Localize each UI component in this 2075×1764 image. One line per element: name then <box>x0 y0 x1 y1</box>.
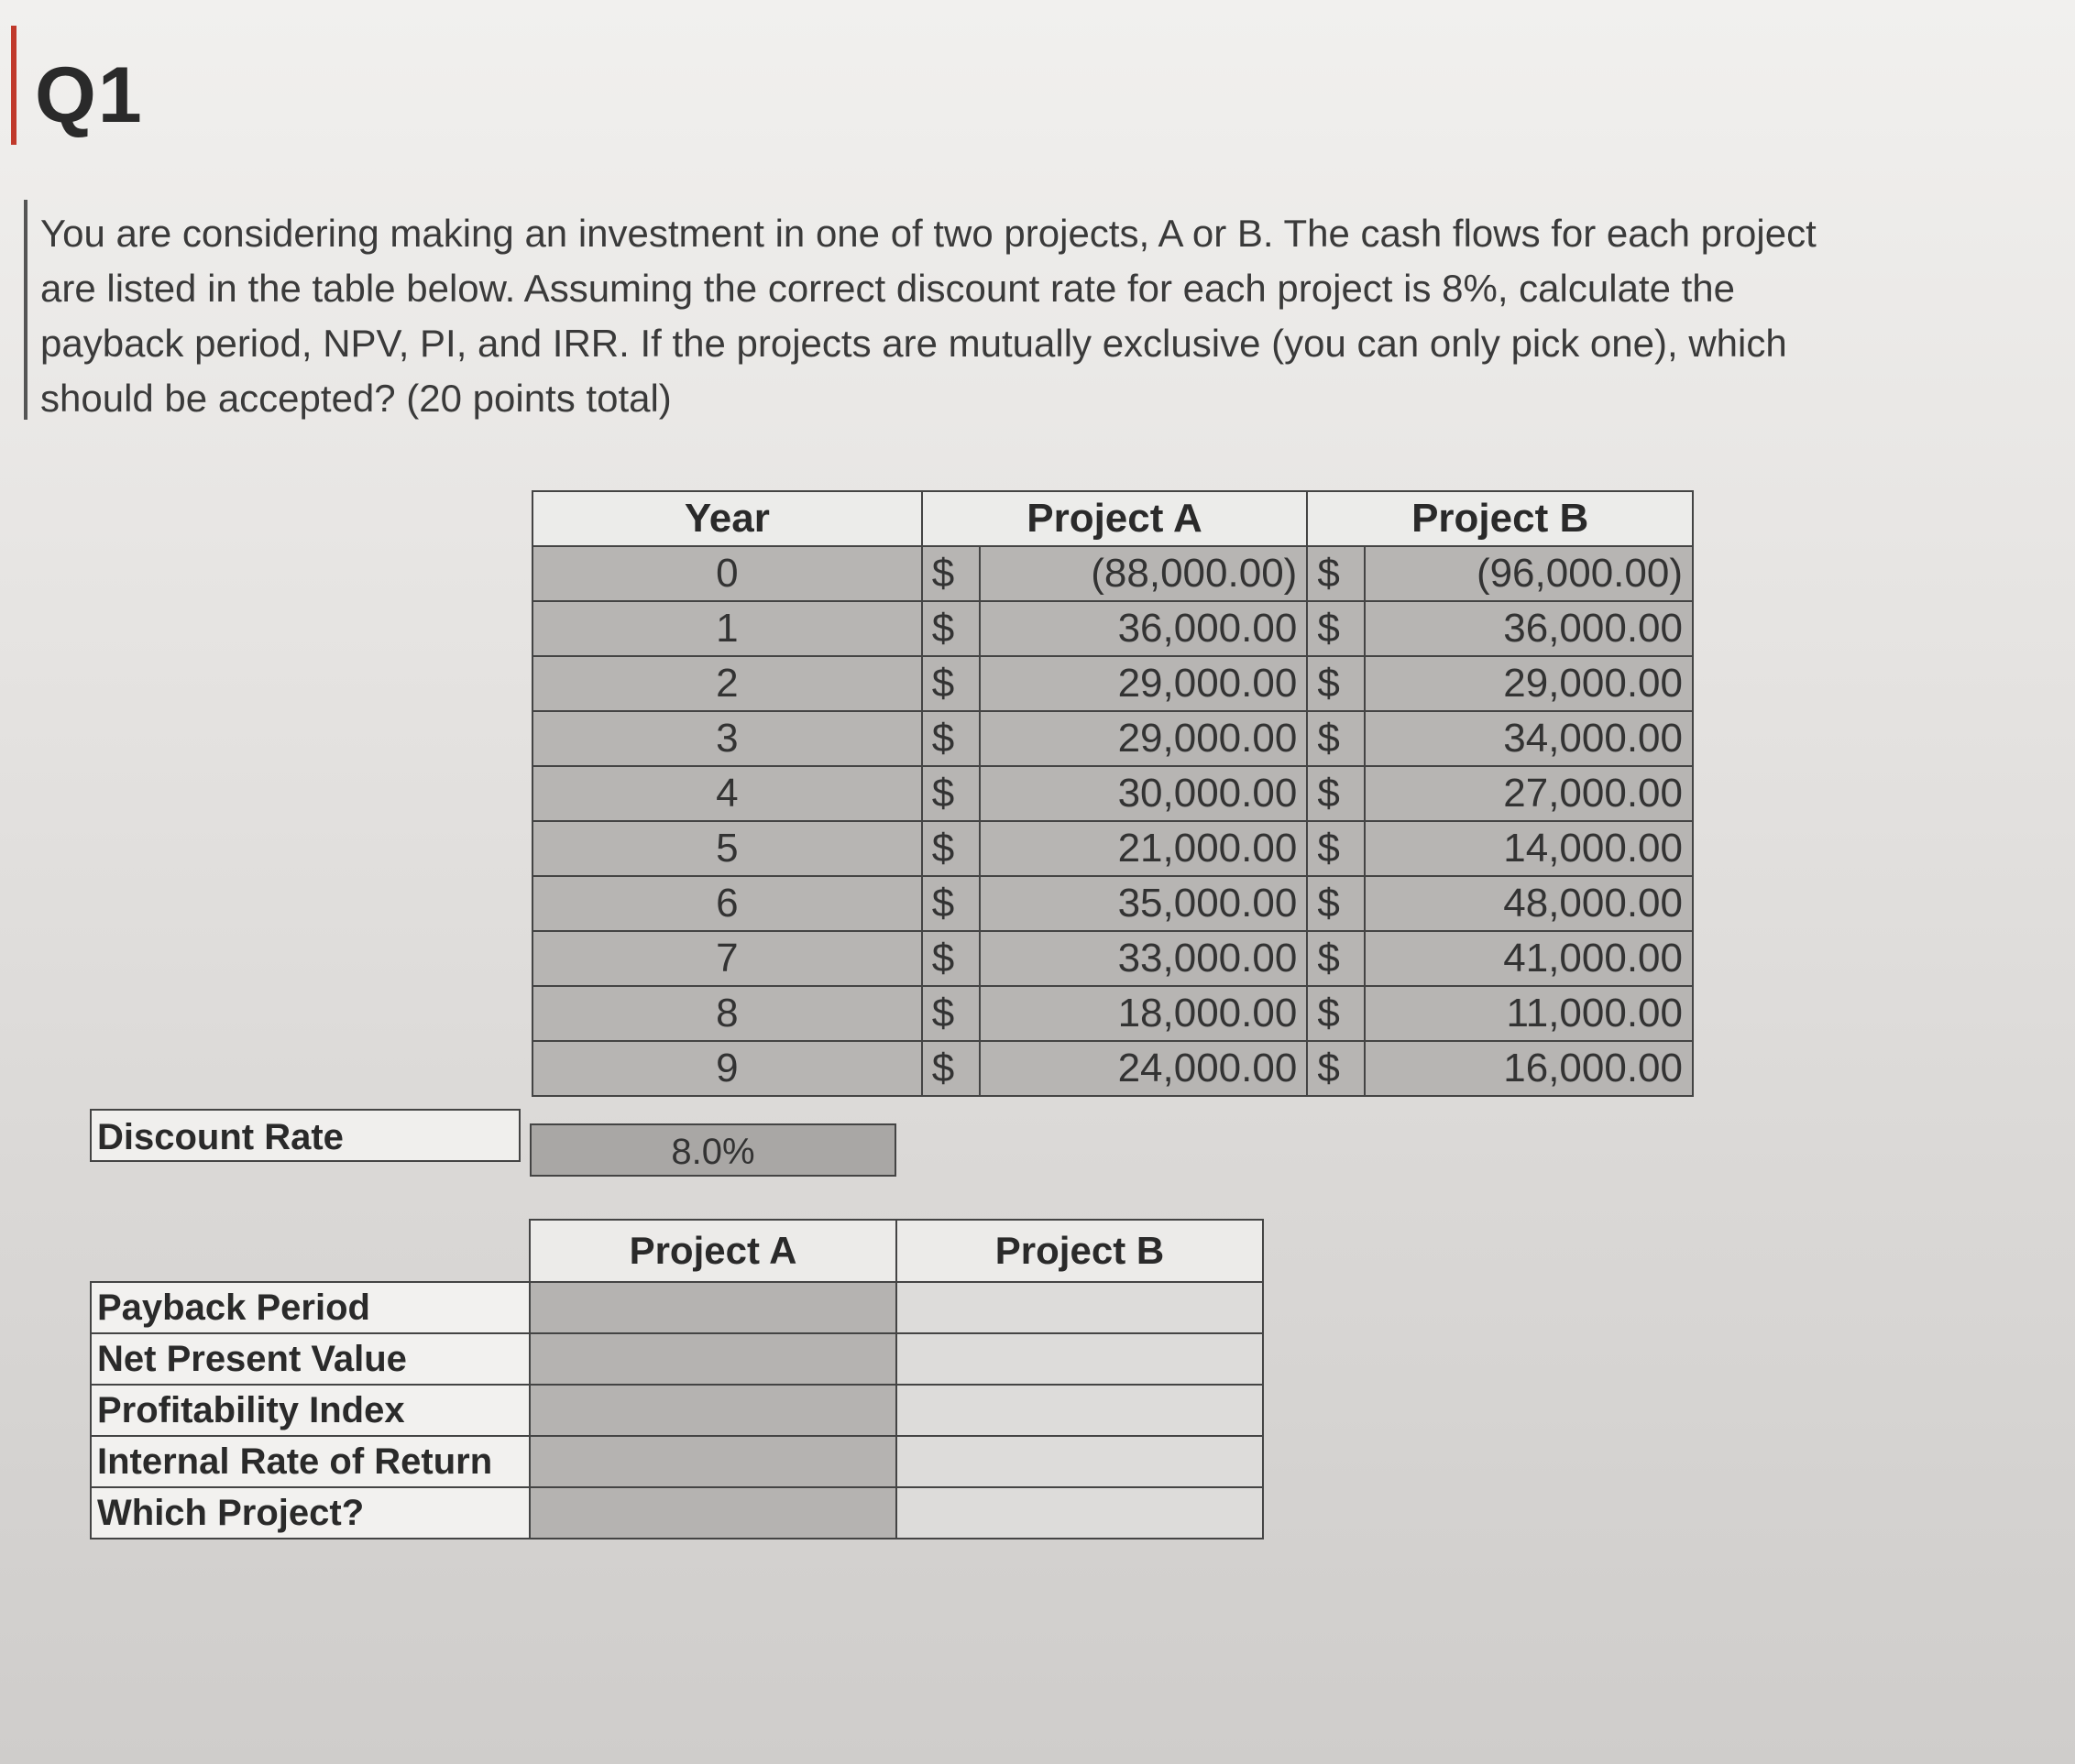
results-row-label: Internal Rate of Return <box>91 1436 530 1487</box>
project-b-cash-flow[interactable]: 41,000.00 <box>1365 931 1693 986</box>
results-row-label: Payback Period <box>91 1282 530 1333</box>
currency-a-cell[interactable]: $ <box>922 876 980 931</box>
currency-b-cell[interactable]: $ <box>1307 656 1365 711</box>
project-b-header: Project B <box>1307 491 1693 546</box>
results-row-label: Which Project? <box>91 1487 530 1539</box>
currency-b-cell[interactable]: $ <box>1307 1041 1365 1096</box>
currency-a-cell[interactable]: $ <box>922 601 980 656</box>
project-a-header: Project A <box>922 491 1308 546</box>
results-header-row <box>91 1220 1263 1282</box>
prompt-border <box>24 200 27 420</box>
cash-flow-row <box>532 766 1693 821</box>
project-a-cash-flow[interactable]: 30,000.00 <box>980 766 1308 821</box>
question-prompt: You are considering making an investment in one of two projects, A or B. The cash flows for each project are listed in the table below. Assuming the correct discount rate for each project is 8%, calculate the payback period, NPV, PI, and IRR. If the projects are mutually exclusive (you can only pick one), which should be accepted? (20 points total) <box>40 212 1817 420</box>
project-b-cash-flow[interactable]: 29,000.00 <box>1365 656 1693 711</box>
project-a-cash-flow[interactable]: 35,000.00 <box>980 876 1308 931</box>
project-a-answer-cell[interactable] <box>530 1436 896 1487</box>
currency-a-cell[interactable]: $ <box>922 821 980 876</box>
cash-flow-row <box>532 1041 1693 1096</box>
year-cell[interactable]: 0 <box>532 546 922 601</box>
currency-a-cell[interactable]: $ <box>922 711 980 766</box>
year-cell[interactable]: 1 <box>532 601 922 656</box>
discount-rate-label: Discount Rate <box>90 1109 521 1162</box>
project-a-cash-flow[interactable]: 18,000.00 <box>980 986 1308 1041</box>
project-a-answer-cell[interactable] <box>530 1282 896 1333</box>
year-cell[interactable]: 7 <box>532 931 922 986</box>
project-b-cash-flow[interactable]: 27,000.00 <box>1365 766 1693 821</box>
currency-a-cell[interactable]: $ <box>922 986 980 1041</box>
year-cell[interactable]: 2 <box>532 656 922 711</box>
year-cell[interactable]: 9 <box>532 1041 922 1096</box>
results-project-a-header: Project A <box>530 1220 896 1282</box>
year-cell[interactable]: 6 <box>532 876 922 931</box>
cash-flow-body <box>532 546 1693 1096</box>
project-b-answer-cell[interactable] <box>896 1487 1263 1539</box>
project-b-answer-cell[interactable] <box>896 1333 1263 1385</box>
cash-flow-table <box>532 490 1694 1097</box>
currency-b-cell[interactable]: $ <box>1307 601 1365 656</box>
currency-b-cell[interactable]: $ <box>1307 546 1365 601</box>
currency-b-cell[interactable]: $ <box>1307 821 1365 876</box>
question-number: Q1 <box>35 51 144 139</box>
project-b-cash-flow[interactable]: 48,000.00 <box>1365 876 1693 931</box>
year-header: Year <box>532 491 922 546</box>
project-a-cash-flow[interactable]: (88,000.00) <box>980 546 1308 601</box>
currency-a-cell[interactable]: $ <box>922 656 980 711</box>
results-row <box>91 1282 1263 1333</box>
results-row <box>91 1333 1263 1385</box>
currency-b-cell[interactable]: $ <box>1307 876 1365 931</box>
results-row <box>91 1436 1263 1487</box>
cash-flow-row <box>532 546 1693 601</box>
currency-b-cell[interactable]: $ <box>1307 931 1365 986</box>
currency-a-cell[interactable]: $ <box>922 931 980 986</box>
cash-flow-row <box>532 821 1693 876</box>
project-a-cash-flow[interactable]: 24,000.00 <box>980 1041 1308 1096</box>
year-cell[interactable]: 4 <box>532 766 922 821</box>
results-row-label: Profitability Index <box>91 1385 530 1436</box>
currency-a-cell[interactable]: $ <box>922 1041 980 1096</box>
cash-flow-header-row <box>532 491 1693 546</box>
cash-flow-row <box>532 601 1693 656</box>
currency-b-cell[interactable]: $ <box>1307 711 1365 766</box>
project-b-cash-flow[interactable]: (96,000.00) <box>1365 546 1693 601</box>
project-b-answer-cell[interactable] <box>896 1282 1263 1333</box>
results-row <box>91 1385 1263 1436</box>
project-a-answer-cell[interactable] <box>530 1333 896 1385</box>
year-cell[interactable]: 8 <box>532 986 922 1041</box>
project-b-cash-flow[interactable]: 34,000.00 <box>1365 711 1693 766</box>
discount-rate-value[interactable]: 8.0% <box>530 1123 896 1177</box>
question-marker <box>11 26 16 145</box>
project-a-cash-flow[interactable]: 29,000.00 <box>980 711 1308 766</box>
project-b-cash-flow[interactable]: 14,000.00 <box>1365 821 1693 876</box>
cash-flow-row <box>532 711 1693 766</box>
project-b-cash-flow[interactable]: 11,000.00 <box>1365 986 1693 1041</box>
project-b-cash-flow[interactable]: 36,000.00 <box>1365 601 1693 656</box>
project-a-cash-flow[interactable]: 33,000.00 <box>980 931 1308 986</box>
currency-b-cell[interactable]: $ <box>1307 986 1365 1041</box>
currency-a-cell[interactable]: $ <box>922 766 980 821</box>
project-a-cash-flow[interactable]: 36,000.00 <box>980 601 1308 656</box>
project-a-cash-flow[interactable]: 29,000.00 <box>980 656 1308 711</box>
results-body <box>91 1282 1263 1539</box>
currency-a-cell[interactable]: $ <box>922 546 980 601</box>
cash-flow-row <box>532 931 1693 986</box>
cash-flow-row <box>532 656 1693 711</box>
project-b-answer-cell[interactable] <box>896 1385 1263 1436</box>
cash-flow-row <box>532 876 1693 931</box>
results-corner <box>91 1220 530 1282</box>
currency-b-cell[interactable]: $ <box>1307 766 1365 821</box>
year-cell[interactable]: 3 <box>532 711 922 766</box>
project-b-cash-flow[interactable]: 16,000.00 <box>1365 1041 1693 1096</box>
results-project-b-header: Project B <box>896 1220 1263 1282</box>
results-row-label: Net Present Value <box>91 1333 530 1385</box>
year-cell[interactable]: 5 <box>532 821 922 876</box>
results-row <box>91 1487 1263 1539</box>
project-a-answer-cell[interactable] <box>530 1487 896 1539</box>
project-a-cash-flow[interactable]: 21,000.00 <box>980 821 1308 876</box>
results-table <box>90 1219 1264 1539</box>
project-b-answer-cell[interactable] <box>896 1436 1263 1487</box>
project-a-answer-cell[interactable] <box>530 1385 896 1436</box>
cash-flow-row <box>532 986 1693 1041</box>
